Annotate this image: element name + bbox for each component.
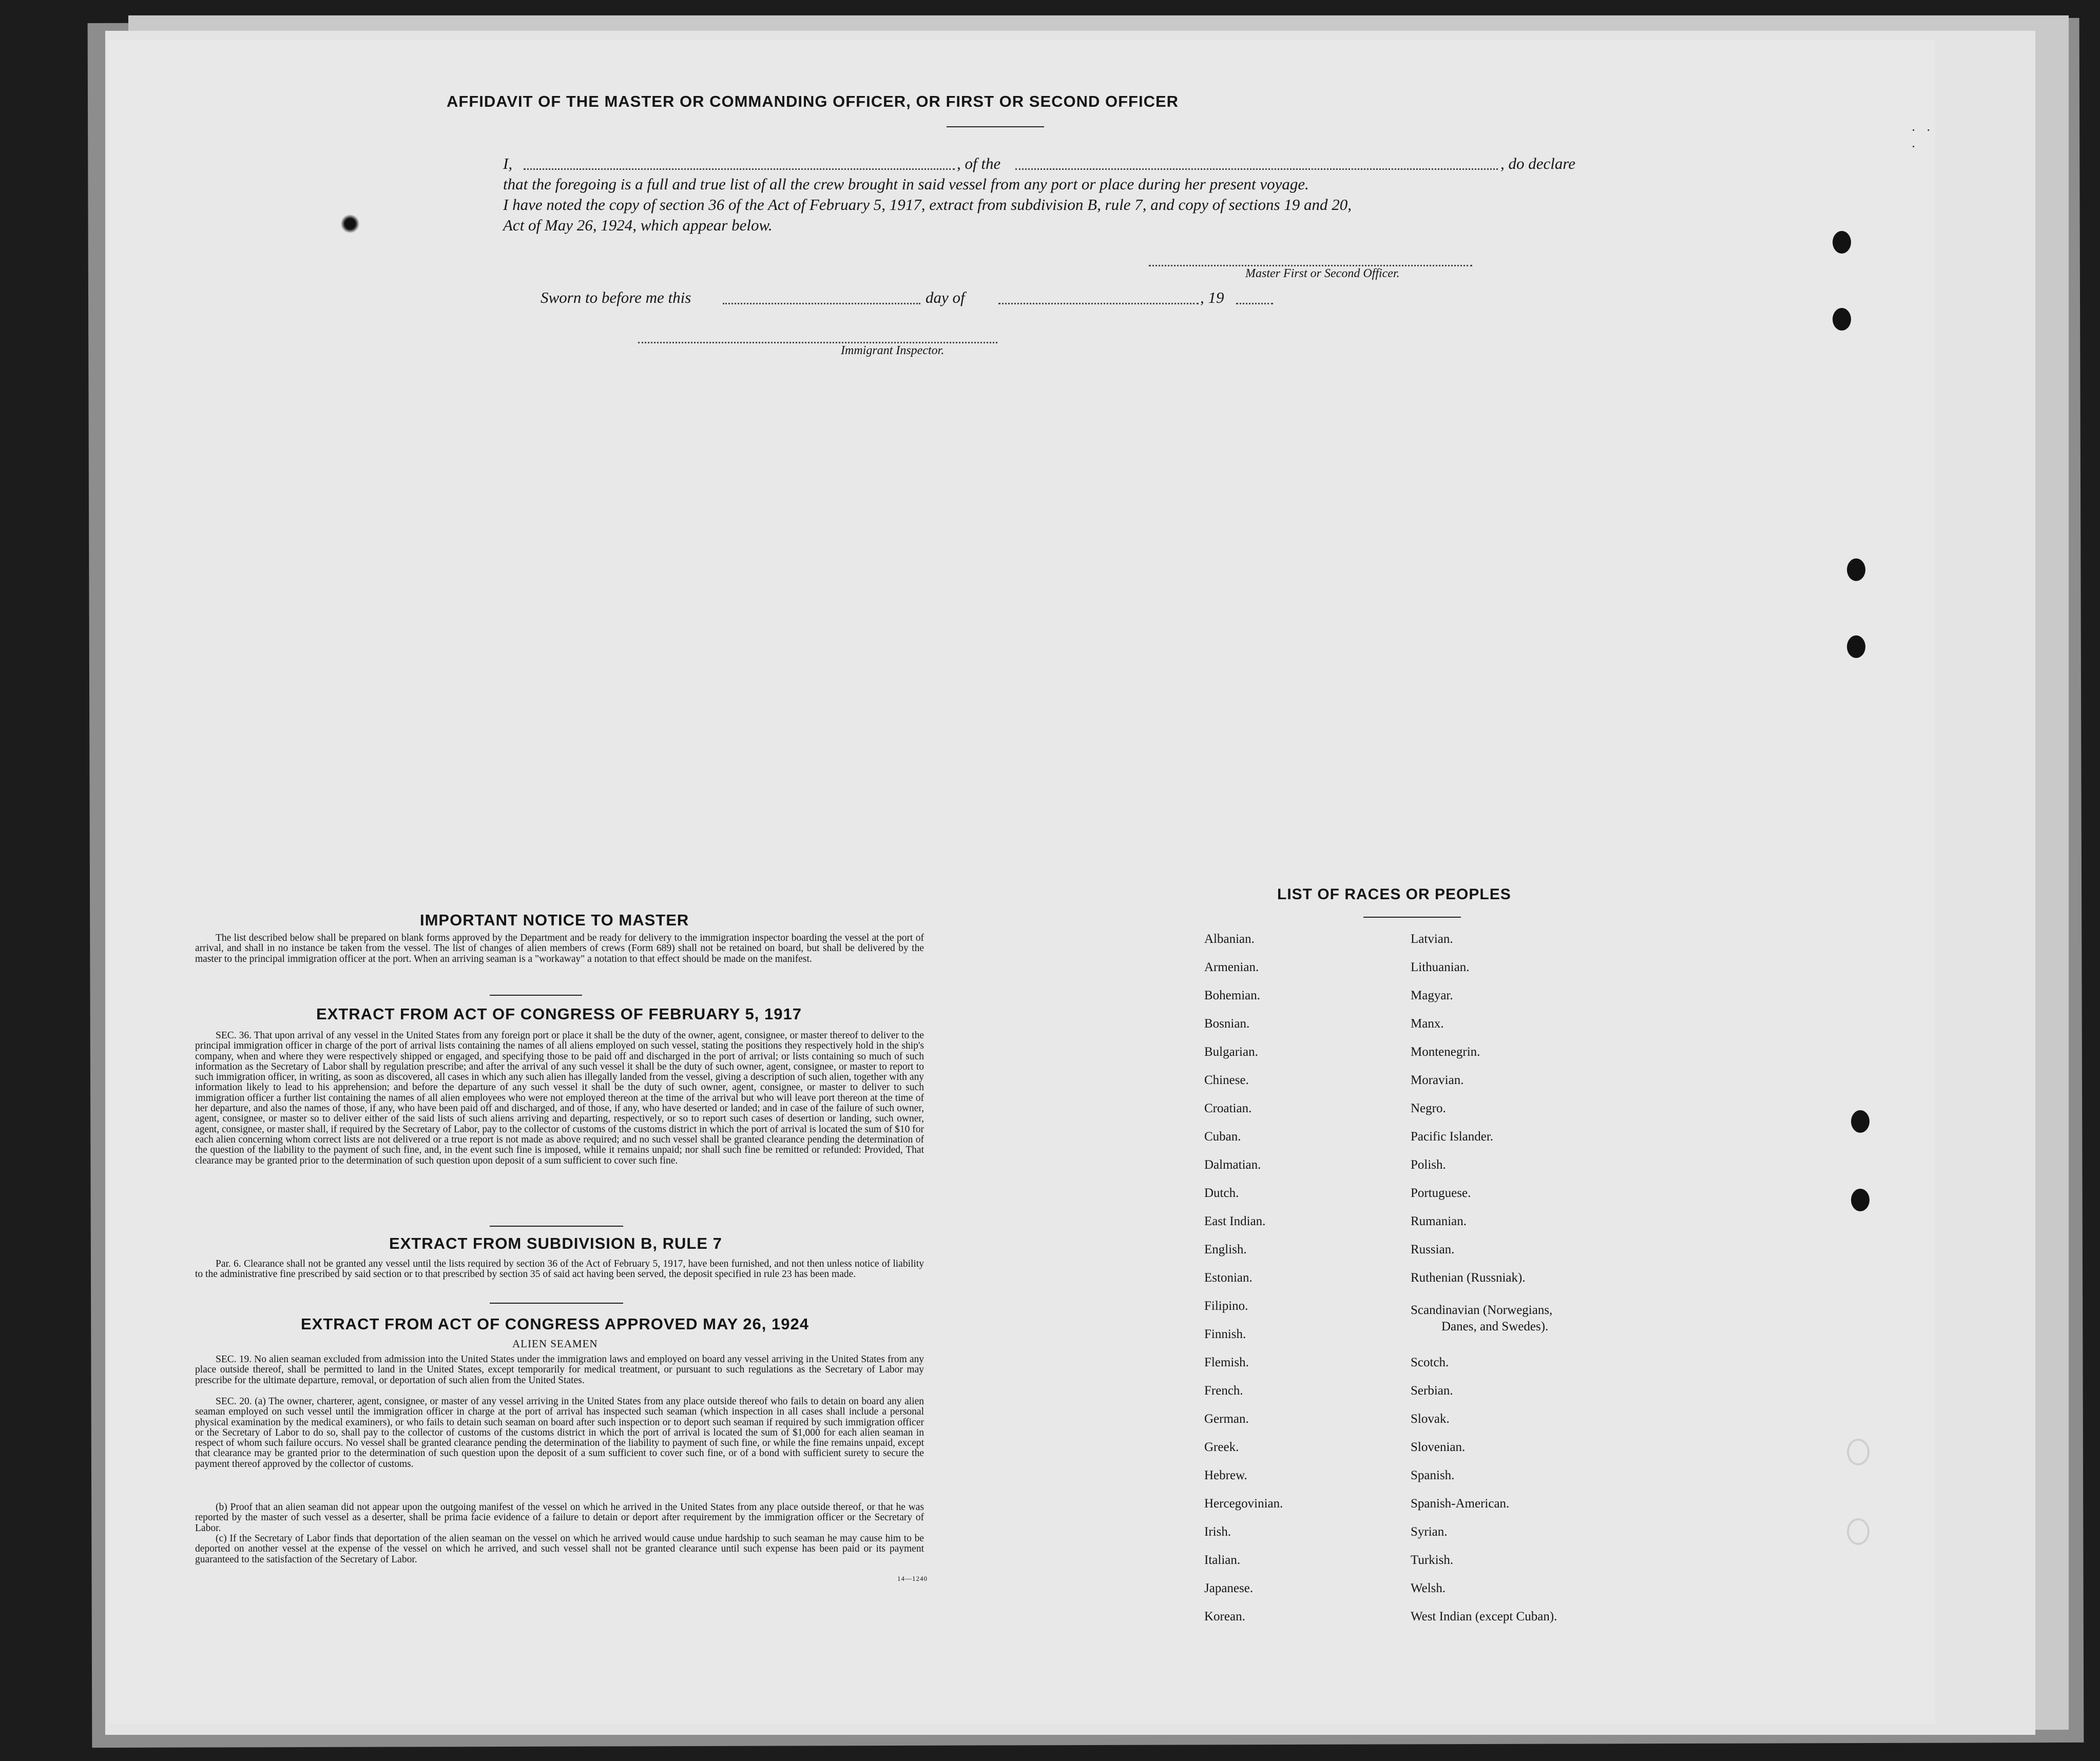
divider [947, 126, 1044, 127]
race-item: Magyar. [1411, 989, 1453, 1002]
race-item: Rumanian. [1411, 1214, 1467, 1228]
divider [490, 1303, 623, 1304]
affidavit-line4: Act of May 26, 1924, which appear below. [503, 216, 773, 234]
year-blank [1236, 303, 1273, 304]
sec20a-text: SEC. 20. (a) The owner, charterer, agent, consignee, or master of any vessel arriving in the United States from any place outside thereof who fails to detain on board any alien seaman employed on such vessel until the immigration officer in charge at the port of arrival has inspected such seaman (which inspection in all cases shall include a personal physical examination by the medical examiners), or who fails to detain such seaman on board after such inspection or to deport such seaman if required by such immigration officer or the Secretary of Labor to do so, shall pay to the collector of customs of the customs district in which the port of arrival is located the sum of $1,000 for each alien seaman in respect of whom such failure occurs. No vessel shall be granted clearance pending the determination of the liability to payment of such fine, or while the fine remains unpaid, except that clearance may be granted prior to the determination of such question upon the deposit of a sum sufficient to cover such fine, or of a bond with sufficient surety to secure the payment thereof approved by the collector of customs. [195, 1396, 924, 1469]
form-number: 14—1240 [897, 1575, 928, 1582]
punch-hole [1847, 1518, 1870, 1545]
vessel-blank [1015, 168, 1498, 170]
ink-smudge [340, 215, 360, 233]
race-item: Russian. [1411, 1243, 1455, 1256]
race-item: Croatian. [1204, 1101, 1252, 1115]
punch-hole [1833, 231, 1851, 254]
race-item: East Indian. [1204, 1214, 1266, 1228]
affidavit-declare: , do declare [1500, 154, 1576, 172]
punch-hole [1851, 1110, 1870, 1133]
extract1917-title: EXTRACT FROM ACT OF CONGRESS OF FEBRUARY 5, 1917 [316, 1005, 802, 1023]
race-item: German. [1204, 1412, 1249, 1426]
extract1924-title: EXTRACT FROM ACT OF CONGRESS APPROVED MAY 26, 1924 [301, 1315, 809, 1333]
race-item: Filipino. [1204, 1299, 1248, 1313]
race-item: Dutch. [1204, 1186, 1239, 1200]
race-item: Danes, and Swedes). [1441, 1320, 1549, 1333]
race-item: Flemish. [1204, 1356, 1249, 1369]
signature-label: Master First or Second Officer. [1245, 267, 1400, 280]
punch-hole [1851, 1189, 1870, 1211]
divider [1363, 917, 1461, 918]
race-item: Bosnian. [1204, 1017, 1250, 1031]
subdivisionB-title: EXTRACT FROM SUBDIVISION B, RULE 7 [389, 1234, 722, 1252]
race-item: Welsh. [1411, 1581, 1446, 1595]
race-item: Italian. [1204, 1553, 1241, 1567]
race-item: Montenegrin. [1411, 1045, 1480, 1059]
punch-hole [1847, 558, 1865, 581]
race-item: Irish. [1204, 1525, 1231, 1539]
race-item: Slovak. [1411, 1412, 1450, 1426]
race-item: Latvian. [1411, 932, 1453, 946]
sec20b-text: (b) Proof that an alien seaman did not appear upon the outgoing manifest of the vessel on which he arrived in the United States from any place outside thereof, or that he was reported by the master of such vessel as a deserter, shall be prima facie evidence of a failure to detain or deport after requirement by the immigration officer or the Secretary of Labor. [195, 1502, 924, 1534]
punch-hole [1847, 1439, 1870, 1465]
sworn-prefix: Sworn to before me this [541, 288, 691, 306]
affidavit-line2: that the foregoing is a full and true list of all the crew brought in said vessel from any port or place during her present voyage. [503, 175, 1309, 193]
name-blank [524, 168, 955, 170]
race-item: Manx. [1411, 1017, 1444, 1031]
day-blank [723, 303, 920, 304]
race-item: Polish. [1411, 1158, 1446, 1172]
race-item: Hercegovinian. [1204, 1497, 1283, 1511]
race-item: Scotch. [1411, 1356, 1449, 1369]
subdivisionB-text: Par. 6. Clearance shall not be granted any vessel until the lists required by section 36 of the Act of February 5, 1917, have been furnished, and not then unless notice of liability to the administrative fine prescribed by said section or to that prescribed by section 35 of said act having been served, the deposit specified in rule 23 has been made. [195, 1259, 924, 1280]
race-item: Chinese. [1204, 1073, 1249, 1087]
race-item: French. [1204, 1384, 1243, 1398]
race-item: English. [1204, 1243, 1247, 1256]
sworn-day: day of [926, 288, 965, 306]
extract1924-subtitle: ALIEN SEAMEN [512, 1338, 598, 1350]
sec20c-text: (c) If the Secretary of Labor finds that deportation of the alien seaman on the vessel on which he arrived would cause undue hardship to such seaman he may cause him to be deported on another vessel at the expense of the vessel on which he arrived, and such vessel shall not be granted clearance until such expense has been paid or its payment guaranteed to the satisfaction of the Secretary of Labor. [195, 1533, 924, 1565]
race-item: Hebrew. [1204, 1468, 1247, 1482]
punch-hole [1833, 308, 1851, 331]
race-item: West Indian (except Cuban). [1411, 1610, 1557, 1623]
inspector-label: Immigrant Inspector. [841, 344, 945, 357]
race-item: Pacific Islander. [1411, 1130, 1494, 1144]
race-item: Syrian. [1411, 1525, 1448, 1539]
month-blank [998, 303, 1199, 304]
race-item: Portuguese. [1411, 1186, 1471, 1200]
race-item: Serbian. [1411, 1384, 1453, 1398]
race-item: Lithuanian. [1411, 960, 1470, 974]
race-item: Albanian. [1204, 932, 1255, 946]
race-item: Spanish-American. [1411, 1497, 1510, 1511]
extract1917-text: SEC. 36. That upon arrival of any vessel in the United States from any foreign port or place it shall be the duty of the owner, agent, consignee, or master thereof to deliver to the principal immigration officer in charge of the port of arrival lists containing the names of all aliens employed on such vessel, stating the positions they respectively hold in the ship's company, when and where they were respectively shipped or engaged, and specifying those to be paid off and discharged in the port of arrival; or lists containing so much of such information as the Secretary of Labor shall by regulation prescribe; and after the arrival of any such vessel it shall be the duty of such owner, agent, consignee, or master to report to such immigration officer, in writing, as soon as discovered, all cases in which any such alien has illegally landed from the vessel, giving a description of such alien, together with any information likely to lead to his apprehension; and before the departure of any such vessel it shall be the duty of such owner, agent, consignee, or master to deliver to such immigration officer a further list containing the names of all alien employees who were not employed thereon at the time of the arrival but who will leave port thereon at the time of her departure, and also the names of those, if any, who have been paid off and discharged, and of those, if any, who have deserted or landed; and in case of the failure of such owner, agent, consignee, or master so to deliver either of the said lists of such aliens arriving and departing, respectively, or so to report such cases of desertion or landing, such owner, agent, consignee, or master shall, if required by the Secretary of Labor, pay to the collector of customs of the customs district in which the port of arrival is located the sum of $10 for each alien concerning whom correct lists are not delivered or a true report is not made as above required; and no such vessel shall be granted clearance pending the determination of the question of the liability to the payment of such fine, and, in the event such fine is imposed, while it remains unpaid; nor shall such fine be remitted or refunded: Provided, That clearance may be granted prior to the determination of such question upon deposit of a sum sufficient to cover such fine. [195, 1030, 924, 1166]
race-item: Korean. [1204, 1610, 1245, 1623]
affidavit-i: I, [503, 154, 513, 172]
affidavit-of-the: , of the [957, 154, 1001, 172]
race-item: Cuban. [1204, 1130, 1241, 1144]
sec19-text: SEC. 19. No alien seaman excluded from admission into the United States under the immigration laws and employed on board any vessel arriving in the United States from any place outside thereof, shall be permitted to land in the United States, except temporarily for medical treatment, or pursuant to such regulations as the Secretary of Labor may prescribe for the ultimate departure, removal, or deportation of such alien from the United States. [195, 1354, 924, 1386]
corner-marks: · · · [1911, 121, 1934, 153]
punch-hole [1847, 635, 1865, 658]
race-item: Spanish. [1411, 1468, 1455, 1482]
race-item: Slovenian. [1411, 1440, 1466, 1454]
race-item: Estonian. [1204, 1271, 1253, 1285]
affidavit-title: AFFIDAVIT OF THE MASTER OR COMMANDING OFFICER, OR FIRST OR SECOND OFFICER [447, 92, 1179, 110]
manifest-page [107, 40, 1935, 1724]
race-item: Bohemian. [1204, 989, 1261, 1002]
race-item: Dalmatian. [1204, 1158, 1261, 1172]
race-item: Bulgarian. [1204, 1045, 1258, 1059]
divider [490, 1226, 623, 1227]
race-item: Turkish. [1411, 1553, 1454, 1567]
races-title: LIST OF RACES OR PEOPLES [1277, 886, 1511, 903]
race-item: Finnish. [1204, 1327, 1246, 1341]
sworn-year: , 19 [1200, 288, 1224, 306]
notice-text: The list described below shall be prepared on blank forms approved by the Department and be ready for delivery to the immigration inspector boarding the vessel at the port of arrival, and shall in no instance be taken from the vessel. The list of changes of alien members of crews (Form 689) shall not be retained on board, but shall be delivered by the master to the principal immigration officer at the port. When an arriving seaman is a "workaway" a notation to that effect should be made on the manifest. [195, 933, 924, 964]
affidavit-line3: I have noted the copy of section 36 of the Act of February 5, 1917, extract from subdivision B, rule 7, and copy of sections 19 and 20, [503, 196, 1352, 214]
race-item: Moravian. [1411, 1073, 1464, 1087]
divider [490, 995, 582, 996]
race-item: Armenian. [1204, 960, 1259, 974]
race-item: Japanese. [1204, 1581, 1254, 1595]
signature-line [1149, 265, 1472, 266]
inspector-signature-line [638, 342, 997, 343]
race-item: Ruthenian (Russniak). [1411, 1271, 1526, 1285]
race-item: Negro. [1411, 1101, 1446, 1115]
race-item: Scandinavian (Norwegians, [1411, 1303, 1553, 1317]
race-item: Greek. [1204, 1440, 1239, 1454]
notice-title: IMPORTANT NOTICE TO MASTER [420, 911, 689, 929]
